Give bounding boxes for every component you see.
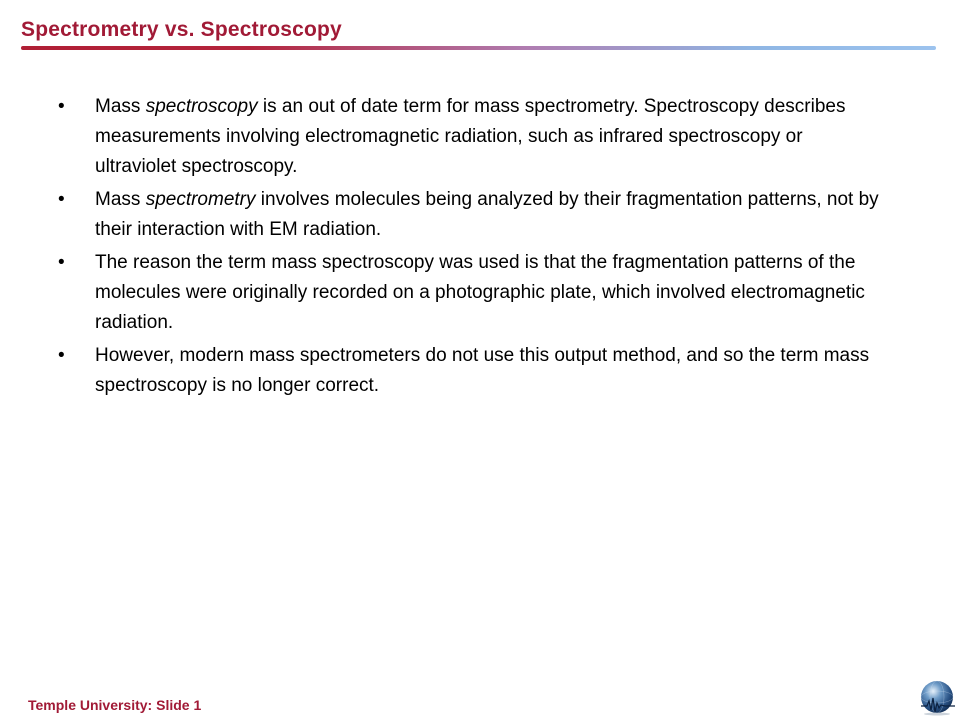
bullet-dot: • (58, 189, 65, 210)
title-divider (21, 46, 936, 50)
text-run: The reason the term mass spectroscopy was used is that the fragmentation patterns of the molecules were originally recorded on a photographic plate, which involved electromagnetic radiation. (95, 252, 865, 333)
bullet-text (95, 189, 879, 240)
bullet-list (58, 92, 888, 404)
bullet-item (58, 185, 888, 245)
globe-waveform-icon (919, 679, 957, 717)
bullet-item (58, 92, 888, 182)
bullet-item (58, 341, 888, 401)
emphasis-run: spectroscopy (145, 96, 258, 117)
bullet-text (95, 345, 869, 396)
text-run: is an out of date term for mass spectrometry. Spectroscopy describes measurements involving electromagnetic radiation, such as infrared spectroscopy or ultraviolet spectroscopy. (95, 96, 846, 177)
bullet-dot: • (58, 345, 65, 366)
text-run: Mass (95, 189, 146, 210)
text-run: involves molecules being analyzed by their fragmentation patterns, not by their interaction with EM radiation. (95, 189, 879, 240)
emphasis-run: spectrometry (145, 189, 256, 210)
bullet-item (58, 248, 888, 338)
text-run: However, modern mass spectrometers do not use this output method, and so the term mass spectroscopy is no longer correct. (95, 345, 870, 396)
text-run: Mass (95, 96, 146, 117)
slide-title: Spectrometry vs. Spectroscopy (21, 18, 342, 41)
bullet-dot: • (58, 252, 65, 273)
bullet-text (95, 96, 845, 177)
bullet-dot: • (58, 96, 65, 117)
slide-footer: Temple University: Slide 1 (28, 697, 202, 713)
bullet-text (95, 252, 865, 333)
